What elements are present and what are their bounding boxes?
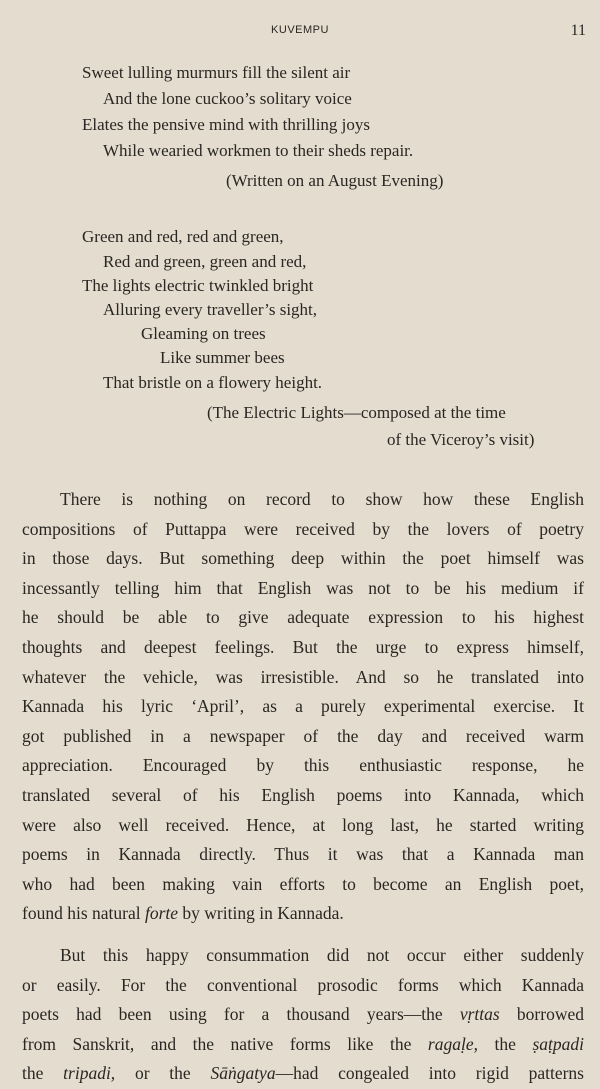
text-line: thoughts and deepest feelings. But the urge to express himself, — [22, 636, 584, 657]
text-fragment: the — [22, 1063, 64, 1084]
text-fragment: —had congealed into rigid patterns — [275, 1063, 584, 1084]
text-line: incessantly telling him that English was not to be his medium if — [22, 577, 584, 598]
italic-term: ragaḷe, — [427, 1033, 478, 1054]
poem-line: Alluring every traveller’s sight, — [103, 300, 318, 319]
poem-line: Elates the pensive mind with thrilling joys — [82, 115, 371, 134]
italic-term: tripadi, — [63, 1063, 116, 1084]
text-fragment: found his natural — [22, 903, 145, 924]
italic-term: forte — [144, 903, 179, 924]
italic-term: ṣaṭpadi — [532, 1033, 585, 1054]
text-line: Kannada his lyric ‘April’, as a purely experimental exercise. It — [22, 696, 584, 717]
poem-line: Red and green, green and red, — [103, 252, 307, 271]
text-line: or easily. For the conventional prosodic forms which Kannada — [22, 974, 584, 995]
poem-line: While wearied workmen to their sheds repair. — [103, 141, 414, 160]
text-fragment: by writing in Kannada. — [178, 903, 344, 924]
text-line — [22, 1059, 584, 1089]
text-line: he should be able to give adequate expression to his highest — [22, 607, 584, 628]
text-line: who had been making vain efforts to become an English poet, — [22, 873, 584, 894]
page-header — [0, 22, 600, 42]
text-line: There is nothing on record to show how these English — [60, 489, 584, 509]
page-number: 11 — [570, 22, 586, 39]
text-line — [22, 1000, 584, 1030]
poem-caption-continued: of the Viceroy’s visit) — [387, 430, 535, 449]
text-line: in those days. But something deep within the poet himself was — [22, 548, 584, 569]
italic-term: Sāṅgatya — [210, 1063, 276, 1084]
text-line: poems in Kannada directly. Thus it was that a Kannada man — [22, 844, 584, 865]
text-fragment: borrowed — [499, 1004, 584, 1025]
poem-line: Gleaming on trees — [141, 324, 266, 343]
poem-line: Sweet lulling murmurs fill the silent air — [82, 63, 351, 82]
text-fragment: from Sanskrit, and the native forms like the — [22, 1033, 428, 1054]
paragraph-1 — [22, 485, 584, 929]
poem-line: The lights electric twinkled bright — [82, 276, 314, 295]
text-line — [22, 1030, 584, 1060]
poem-caption: (The Electric Lights—composed at the time — [207, 403, 506, 422]
poem-caption: (Written on an August Evening) — [226, 171, 444, 190]
paragraph-2 — [22, 941, 584, 1089]
running-head: KUVEMPU — [271, 24, 329, 36]
prose-body — [22, 485, 584, 1089]
text-fragment: the — [478, 1033, 533, 1054]
text-line-last — [22, 899, 584, 929]
text-line: translated several of his English poems into Kannada, which — [22, 784, 584, 805]
poem-line: And the lone cuckoo’s solitary voice — [103, 89, 352, 108]
poem-line: Green and red, red and green, — [82, 227, 284, 246]
poem-line: Like summer bees — [160, 348, 285, 367]
italic-term: vṛttas — [459, 1004, 500, 1025]
text-fragment: or the — [115, 1063, 211, 1084]
text-fragment: poets had been using for a thousand years—the — [22, 1004, 460, 1025]
poem-line: That bristle on a flowery height. — [103, 373, 323, 392]
text-line: But this happy consummation did not occur either suddenly — [60, 944, 584, 965]
text-line: whatever the vehicle, was irresistible. And so he translated into — [22, 666, 584, 687]
text-line: were also well received. Hence, at long last, he started writing — [22, 814, 584, 835]
text-line: compositions of Puttappa were received by the lovers of poetry — [22, 518, 584, 539]
text-line: appreciation. Encouraged by this enthusiastic response, he — [22, 755, 584, 776]
text-line: got published in a newspaper of the day and received warm — [22, 725, 584, 746]
